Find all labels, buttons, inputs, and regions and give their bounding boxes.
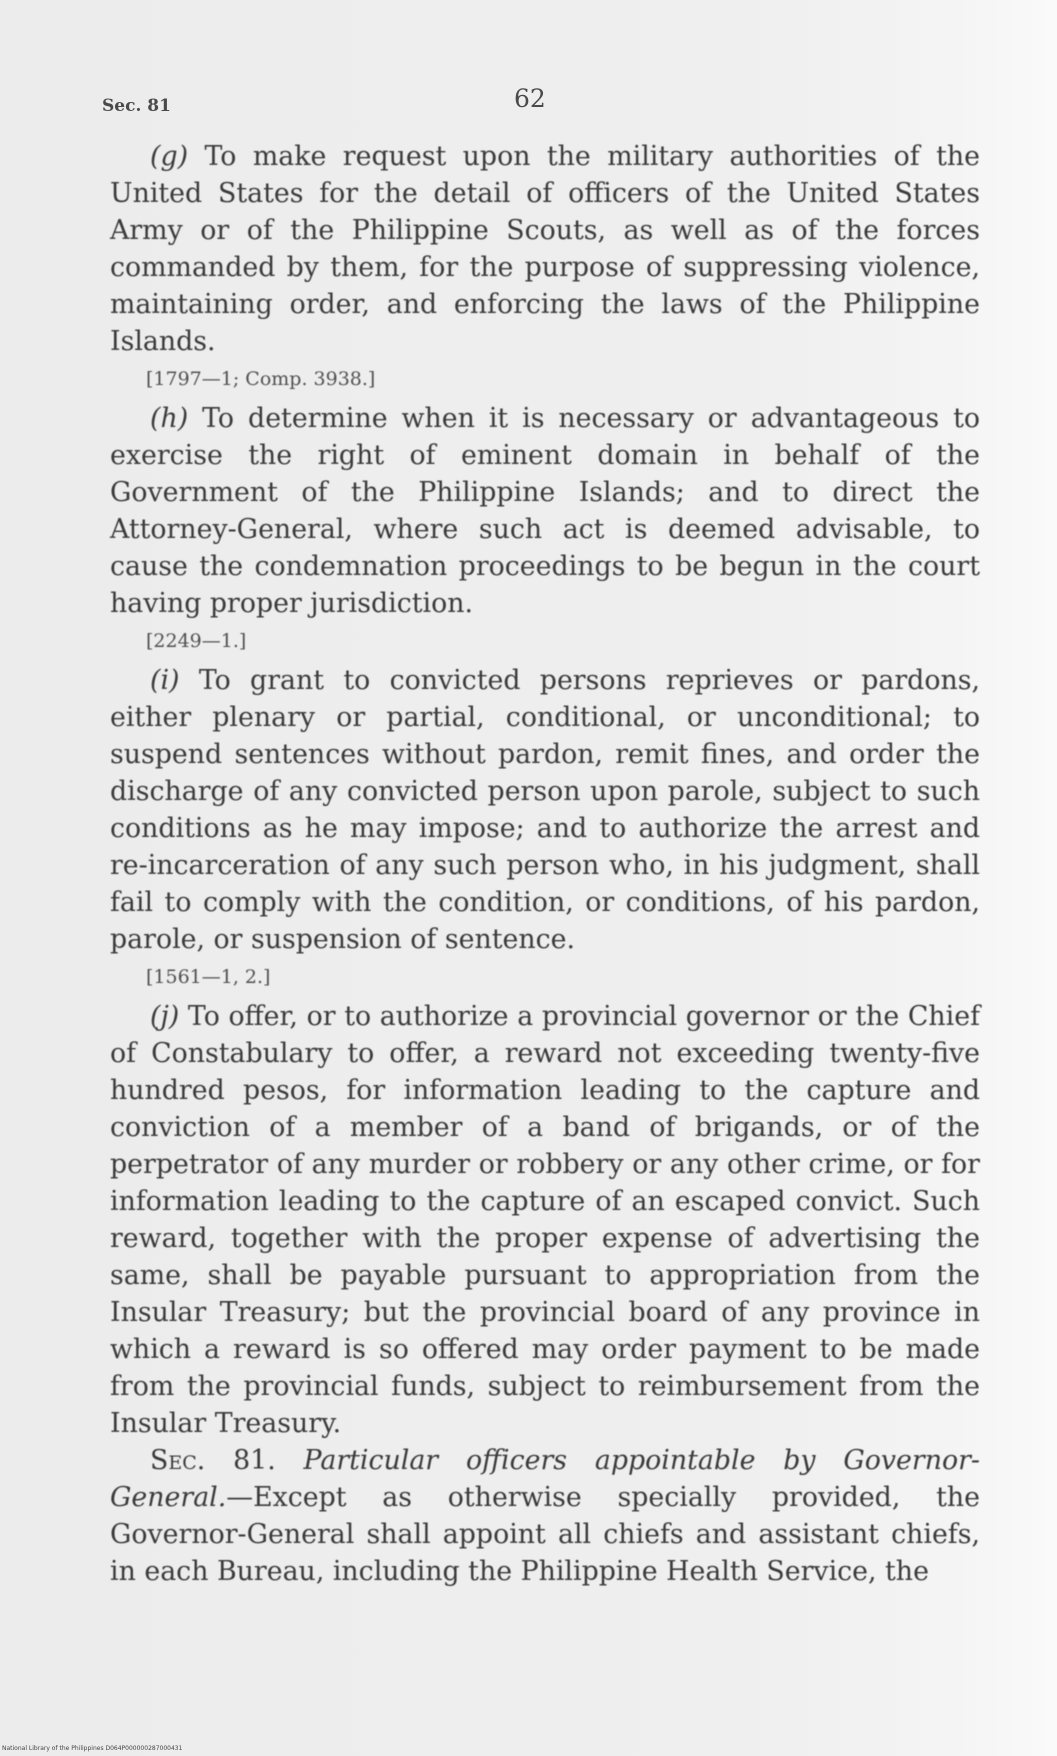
citation-i: [1561—1, 2.] — [146, 966, 271, 988]
paragraph-text-i: To grant to convicted persons reprieves or pardons, either plenary or partial, conditional, or unconditional; to suspend sentences without pardon, remit fines, and order the discharge of any convicted person upon parole, subject to such conditions as he may impose; and to authorize the arrest and re-incarceration of any such person who, in his judgment, shall fail to comply with the condition, or conditions, of his pardon, parole, or suspension of sentence. — [110, 665, 980, 955]
page-header — [102, 84, 982, 124]
paragraph-text-h: To determine when it is necessary or advantageous to exercise the right of eminent domain in behalf of the Government of the Philippine Islands; and to direct the Attorney-General, where such act is deemed advisable, to cause the condemnation proceedings to be begun in the court having proper jurisdiction. — [110, 403, 980, 619]
paragraph-i — [110, 662, 980, 958]
section-running-head: Sec. 81 — [102, 96, 171, 116]
paragraph-letter-i: (i) — [150, 665, 180, 696]
paragraph-letter-h: (h) — [150, 403, 189, 434]
paragraph-g — [110, 138, 980, 360]
section-81-heading: Sec. 81. — [150, 1445, 276, 1476]
section-81-title: Particular officers appointable by Governor-General. — [110, 1445, 980, 1513]
section-81-paragraph — [110, 1442, 980, 1590]
paragraph-h — [110, 400, 980, 622]
scan-footer: National Library of the Philippines D064P000000287000431 — [2, 1745, 183, 1752]
paragraph-text-g: To make request upon the military authorities of the United States for the detail of officers of the United States Army or of the Philippine Scouts, as well as of the forces commanded by them, for the purpose of suppressing violence, maintaining order, and enforcing the laws of the Philippine Islands. — [110, 141, 980, 357]
citation-h: [2249—1.] — [146, 630, 247, 652]
citation-g: [1797—1; Comp. 3938.] — [146, 368, 376, 390]
page-body — [110, 138, 980, 1590]
paragraph-j — [110, 998, 980, 1442]
paragraph-text-j: To offer, or to authorize a provincial governor or the Chief of Constabulary to offer, a reward not exceeding twenty-five hundred pesos, for information leading to the capture and conviction of a member of a band of brigands, or of the perpetrator of any murder or robbery or any other crime, or for information leading to the capture of an escaped convict. Such reward, together with the proper expense of advertising the same, shall be payable pursuant to appropriation from the Insular Treasury; but the provincial board of any province in which a reward is so offered may order payment to be made from the provincial funds, subject to reimbursement from the Insular Treasury. — [110, 1001, 980, 1439]
paragraph-letter-j: (j) — [150, 1001, 180, 1032]
paragraph-letter-g: (g) — [150, 141, 189, 172]
page-number: 62 — [514, 84, 546, 113]
section-81-text: —Except as otherwise specially provided, the Governor-General shall appoint all chiefs and assistant chiefs, in each Bureau, including the Philippine Health Service, the — [110, 1482, 980, 1587]
